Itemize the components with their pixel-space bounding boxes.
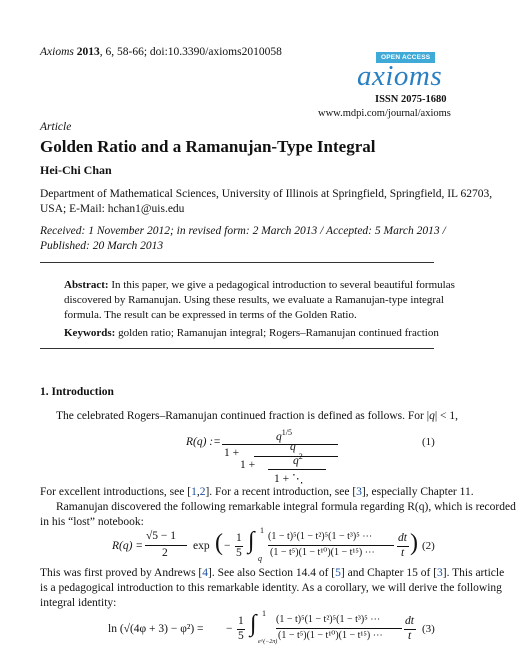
p1-var: q — [429, 410, 435, 422]
paper-title: Golden Ratio and a Ramanujan-Type Integral — [40, 137, 376, 156]
eq1-den3: 1 + ⋱ — [274, 473, 304, 485]
p2-comma: , — [196, 486, 200, 498]
eq1-den2: 1 + — [240, 459, 256, 471]
eq3-int-num: (1 − t)⁵(1 − t²)⁵(1 − t³)⁵ ⋯ — [276, 614, 381, 625]
paragraph-2 — [40, 486, 474, 498]
eq2-int-den: (1 − t⁵)(1 − t¹⁰)(1 − t¹⁵) ⋯ — [270, 547, 375, 558]
eq2-lhs: R(q) = — [112, 540, 144, 552]
p1-end: | < 1, — [434, 410, 458, 422]
p1-text: The celebrated Rogers–Ramanujan continued fraction is defined as follows. For | — [56, 410, 430, 422]
eq1-fraction-line-3 — [268, 469, 326, 470]
citation-details: , 6, 58-66; doi:10.3390/axioms2010058 — [99, 46, 282, 58]
p4-text-d: ]. This article — [442, 567, 505, 579]
eq1-num3 — [293, 452, 303, 467]
eq1-den1: 1 + — [224, 447, 240, 459]
abstract-line-1 — [64, 279, 455, 291]
eq1-num1-q: q — [276, 430, 282, 443]
eq3-lhs: ln (√(4φ + 3) − φ²) = — [108, 623, 204, 635]
eq1-lhs: R(q) := — [186, 436, 221, 448]
ref-link-4[interactable]: 4 — [202, 567, 209, 579]
eq2-fifth-num: 1 — [236, 532, 242, 544]
issn: ISSN 2075-1680 — [375, 94, 447, 105]
ref-link-1[interactable]: 1 — [191, 486, 197, 498]
citation — [40, 46, 282, 58]
paragraph-4-line-2: is a pedagogical introduction to this remarkable identity. As a corollary, we will derive the following — [40, 582, 502, 594]
abstract-line-3: formula. The result can be expressed in terms of the Golden Ratio. — [64, 309, 357, 321]
eq2-minus: − — [224, 540, 231, 552]
article-type: Article — [40, 121, 72, 133]
open-access-badge: OPEN ACCESS — [376, 52, 435, 63]
eq2-fifth-den: 5 — [236, 547, 242, 559]
p2-text-c: ], especially Chapter 11. — [361, 486, 474, 498]
eq3-int-line — [276, 628, 402, 629]
paragraph-4-line-3: integral identity: — [40, 597, 117, 609]
eq3-minus: − — [226, 623, 233, 635]
affiliation-line-2: USA; E-Mail: hchan1@uis.edu — [40, 203, 185, 215]
eq3-t: t — [408, 630, 412, 642]
eq3-number: (3) — [422, 623, 435, 635]
section-heading: 1. Introduction — [40, 386, 114, 398]
eq2-int-top: 1 — [260, 526, 264, 535]
eq2-phi-num: √5 − 1 — [146, 530, 177, 542]
p4-text-b: ]. See also Section 14.4 of [ — [208, 567, 336, 579]
journal-logo: axioms — [357, 60, 443, 92]
eq2-dt: dt — [398, 532, 407, 544]
p4-text-a: This was first proved by Andrews [ — [40, 567, 203, 579]
keywords-line — [64, 327, 439, 339]
paragraph-3-line-2: in his “lost” notebook: — [40, 516, 144, 528]
citation-year: 2013 — [76, 46, 100, 58]
divider-top — [40, 262, 434, 263]
eq2-number: (2) — [422, 540, 435, 552]
paragraph-4-line-1 — [40, 567, 504, 579]
ref-link-3[interactable]: 3 — [356, 486, 362, 498]
ref-link-5[interactable]: 5 — [335, 567, 341, 579]
eq2-t: t — [401, 547, 405, 559]
dates-line-2: Published: 20 March 2013 — [40, 240, 164, 252]
eq2-int-line — [268, 545, 394, 546]
citation-journal: Axioms — [40, 46, 74, 58]
eq1-num2: q — [290, 441, 296, 453]
keywords-label: Keywords: — [64, 327, 116, 339]
p4-text-c: ] and Chapter 15 of [ — [340, 567, 438, 579]
eq2-exp: exp — [193, 540, 210, 552]
eq3-int-bot: e^(−2π) — [258, 639, 278, 645]
eq2-int-num: (1 − t)⁵(1 − t²)⁵(1 − t³)⁵ ⋯ — [268, 531, 373, 542]
eq2-integral-sign: ∫ — [248, 528, 255, 554]
paragraph-1 — [56, 410, 458, 422]
eq3-integral-sign: ∫ — [250, 611, 257, 637]
eq1-number: (1) — [422, 436, 435, 448]
eq2-paren-right: ) — [410, 530, 418, 556]
affiliation-line-1: Department of Mathematical Sciences, University of Illinois at Springfield, Springfield, IL 62703, — [40, 188, 493, 200]
dates-line-1: Received: 1 November 2012; in revised form: 2 March 2013 / Accepted: 5 March 2013 / — [40, 225, 446, 237]
abstract-line-2: discovered by Ramanujan. Using these results, we evaluate a Ramanujan-type integral — [64, 294, 444, 306]
eq2-phi-den: 2 — [162, 547, 168, 559]
eq1-fraction-line-1 — [222, 444, 338, 445]
eq1-exp1: 1/5 — [281, 428, 292, 437]
keywords-text: golden ratio; Ramanujan integral; Rogers–Ramanujan continued fraction — [115, 327, 439, 339]
eq3-int-top: 1 — [262, 609, 266, 618]
p2-text-a: For excellent introductions, see [ — [40, 486, 192, 498]
abstract-text-1: In this paper, we give a pedagogical introduction to several beautiful formulas — [108, 279, 455, 291]
abstract-label: Abstract: — [64, 279, 109, 291]
eq2-phi-fraction-line — [145, 545, 187, 546]
eq3-fifth-num: 1 — [238, 615, 244, 627]
eq1-exp3: 2 — [298, 452, 303, 461]
paragraph-3-line-1: Ramanujan discovered the following remarkable integral formula regarding R(q), which is recorded — [56, 501, 516, 513]
ref-link-2[interactable]: 2 — [199, 486, 206, 498]
ref-link-3b[interactable]: 3 — [437, 567, 443, 579]
eq2-paren-left: ( — [215, 530, 223, 556]
eq1-num3-q: q — [293, 454, 299, 467]
eq3-int-den: (1 − t⁵)(1 − t¹⁰)(1 − t¹⁵) ⋯ — [278, 630, 383, 641]
eq3-dt: dt — [405, 615, 414, 627]
p2-text-b: ]. For a recent introduction, see [ — [205, 486, 357, 498]
author-name: Hei-Chi Chan — [40, 163, 112, 177]
journal-url[interactable]: www.mdpi.com/journal/axioms — [318, 108, 451, 119]
eq2-int-bot: q — [258, 554, 262, 563]
eq3-fifth-den: 5 — [238, 630, 244, 642]
divider-bottom — [40, 348, 434, 349]
